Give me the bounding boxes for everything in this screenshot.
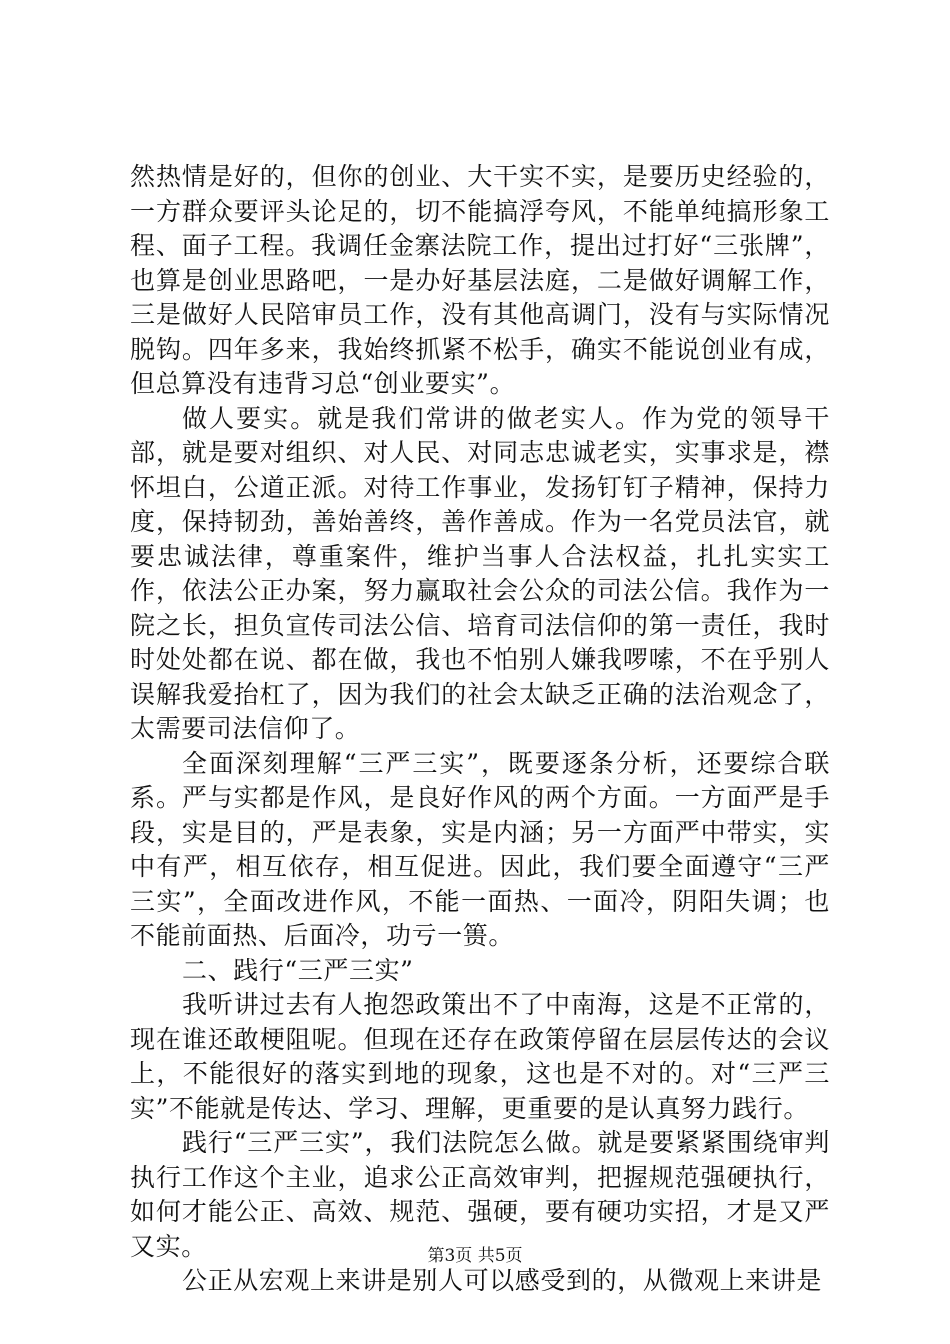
document-body bbox=[130, 160, 830, 1299]
page-number-footer: 第3页 共5页 bbox=[427, 1246, 523, 1266]
paragraph-4: 我听讲过去有人抱怨政策出不了中南海，这是不正常的，现在谁还敢梗阻呢。但现在还存在政策停留在层层传达的会议上，不能很好的落实到地的现象，这也是不对的。对“三严三实”不能就是传达、学习、理解，更重要的是认真努力践行。 bbox=[130, 990, 830, 1123]
paragraph-2: 做人要实。就是我们常讲的做老实人。作为党的领导干部，就是要对组织、对人民、对同志忠诚老实，实事求是，襟怀坦白，公道正派。对待工作事业，发扬钉钉子精神，保持力度，保持韧劲，善始善终，善作善成。作为一名党员法官，就要忠诚法律，尊重案件，维护当事人合法权益，扎扎实实工作，依法公正办案，努力赢取社会公众的司法公信。我作为一院之长，担负宣传司法公信、培育司法信仰的第一责任，我时时处处都在说、都在做，我也不怕别人嫌我啰嗦，不在乎别人误解我爱抬杠了，因为我们的社会太缺乏正确的法治观念了，太需要司法信仰了。 bbox=[130, 403, 830, 743]
paragraph-1: 然热情是好的，但你的创业、大干实不实，是要历史经验的，一方群众要评头论足的，切不能搞浮夸风，不能单纯搞形象工程、面子工程。我调任金寨法院工作，提出过打好“三张牌”，也算是创业思路吧，一是办好基层法庭，二是做好调解工作，三是做好人民陪审员工作，没有其他高调门，没有与实际情况脱钩。四年多来，我始终抓紧不松手，确实不能说创业有成，但总算没有违背习总“创业要实”。 bbox=[130, 162, 830, 398]
paragraph-5: 践行“三严三实”，我们法院怎么做。就是要紧紧围绕审判执行工作这个主业，追求公正高效审判，把握规范强硬执行，如何才能公正、高效、规范、强硬，要有硬功实招，才是又严又实。 bbox=[130, 1128, 830, 1261]
section-heading: 二、践行“三严三实” bbox=[182, 955, 414, 985]
paragraph-3: 全面深刻理解“三严三实”，既要逐条分析，还要综合联系。严与实都是作风，是良好作风的两个方面。一方面严是手段，实是目的，严是表象，实是内涵；另一方面严中带实，实中有严，相互依存，相互促进。因此，我们要全面遵守“三严三实”，全面改进作风，不能一面热、一面冷，阴阳失调；也不能前面热、后面冷，功亏一篑。 bbox=[130, 748, 830, 950]
paragraph-6: 公正从宏观上来讲是别人可以感受到的，从微观上来讲是 bbox=[182, 1266, 823, 1295]
